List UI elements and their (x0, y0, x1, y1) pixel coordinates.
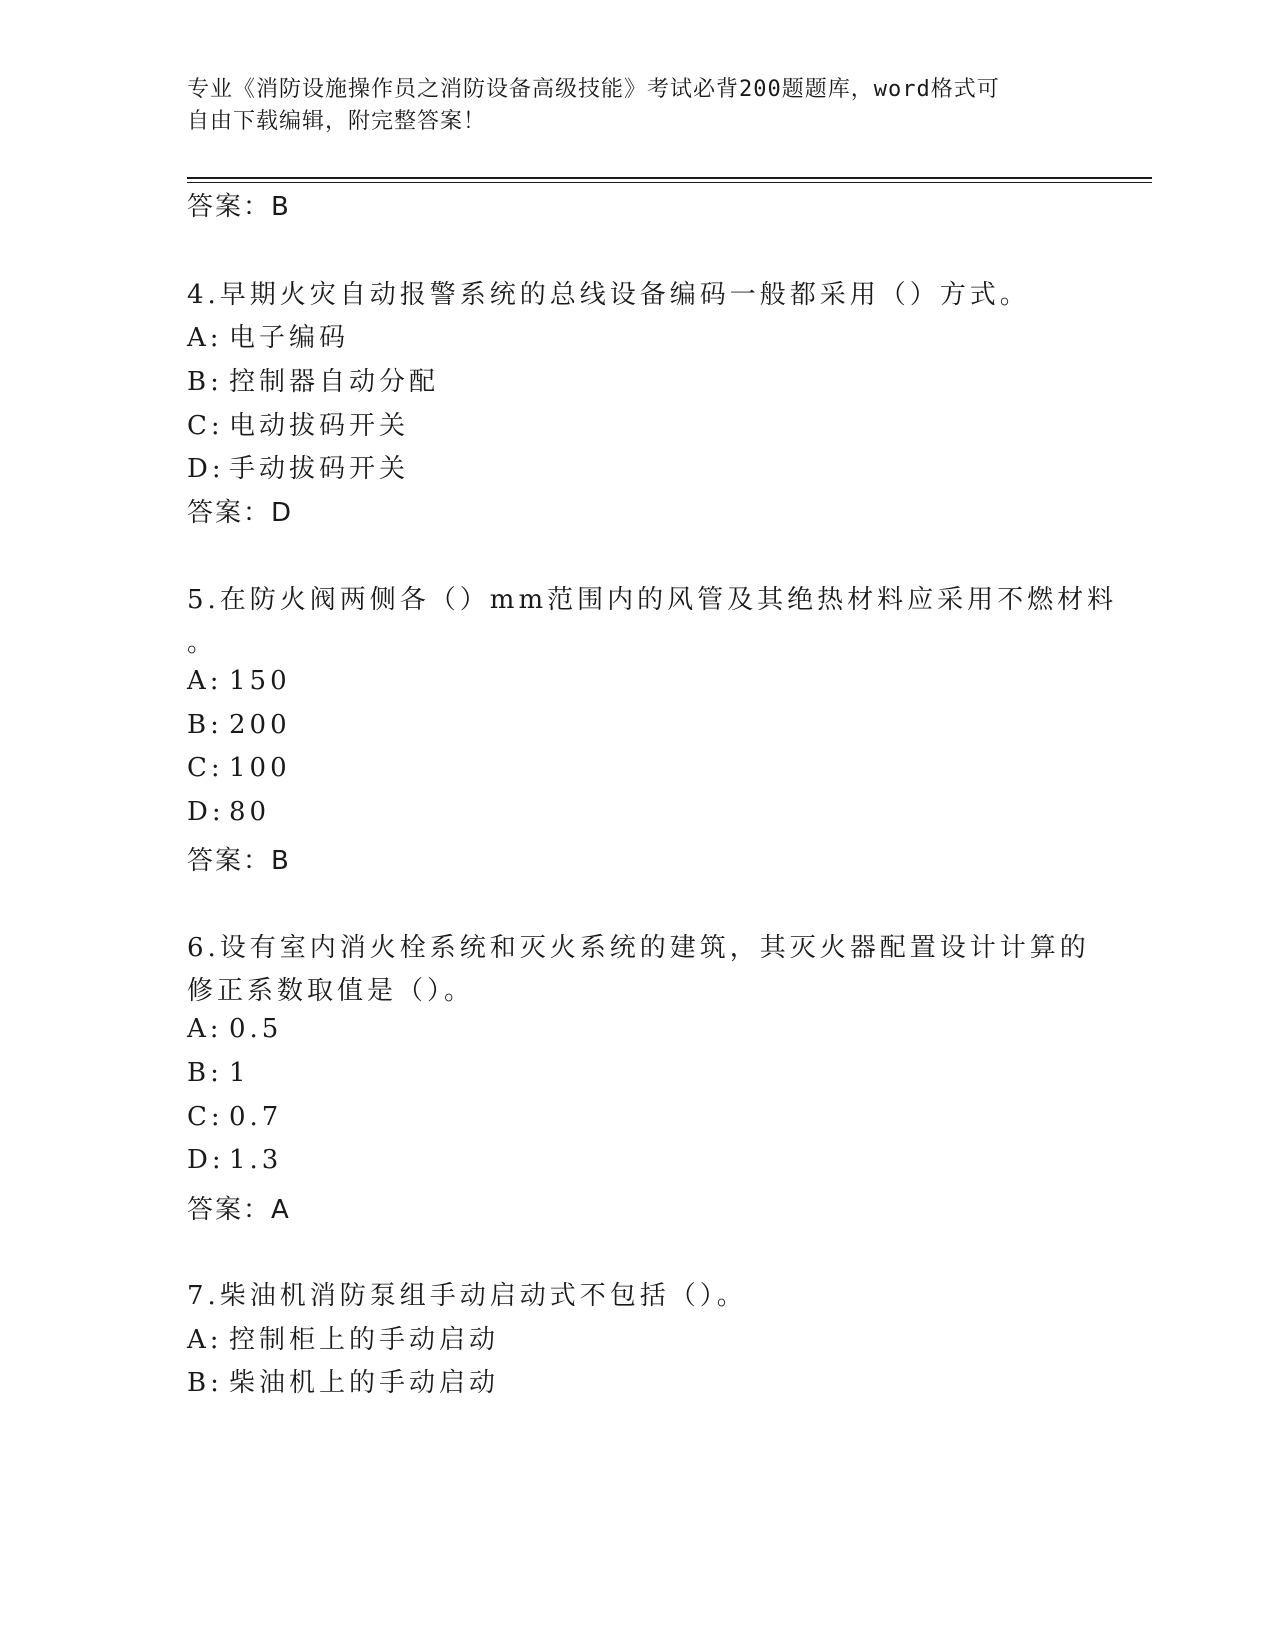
option-text: 100 (229, 753, 291, 783)
option-label: C: (187, 1102, 224, 1132)
option-label: A: (187, 1325, 223, 1355)
q7-option-a (187, 1319, 499, 1356)
option-label: A: (187, 1014, 223, 1044)
option-text: 电子编码 (229, 323, 350, 353)
option-text: 1.3 (229, 1145, 283, 1175)
q4-option-b (187, 361, 439, 398)
option-text: 柴油机上的手动启动 (229, 1368, 500, 1398)
q4-option-d (187, 448, 409, 485)
answer-q3 (187, 186, 291, 223)
option-label: A: (187, 666, 223, 696)
answer-prefix: 答案： (187, 1195, 272, 1225)
q4-option-a (187, 317, 349, 354)
answer-q4 (187, 492, 293, 529)
option-label: C: (187, 411, 224, 441)
q5-option-d (187, 797, 270, 827)
option-label: D: (187, 1145, 225, 1175)
answer-prefix: 答案： (187, 192, 272, 222)
question-5-text: 5.在防火阀两侧各（）mm范围内的风管及其绝热材料应采用不燃材料 (187, 585, 1118, 615)
question-7-text: 7.柴油机消防泵组手动启动式不包括（）。 (187, 1281, 747, 1311)
option-label: B: (187, 1368, 223, 1398)
option-label: B: (187, 367, 223, 397)
answer-q6 (187, 1189, 291, 1226)
q5-option-c (187, 753, 291, 783)
header-rule-thin (187, 182, 1152, 183)
question-6-text-cont: 修正系数取值是（）。 (187, 976, 475, 1006)
answer-q5 (187, 840, 291, 877)
option-text: 150 (229, 666, 291, 696)
q6-option-c (187, 1102, 282, 1132)
question-4-text: 4.早期火灾自动报警系统的总线设备编码一般都采用（）方式。 (187, 280, 1030, 310)
answer-prefix: 答案： (187, 498, 272, 528)
option-text: 80 (229, 797, 271, 827)
header-line-2: 自由下载编辑，附完整答案！ (187, 109, 487, 134)
option-label: D: (187, 454, 225, 484)
answer-value: A (271, 1195, 291, 1225)
option-text: 200 (229, 710, 291, 740)
q5-option-b (187, 710, 291, 740)
q7-option-b (187, 1362, 499, 1399)
header-line-1: 专业《消防设施操作员之消防设备高级技能》考试必背200题题库，word格式可 (187, 77, 1000, 102)
answer-value: B (271, 192, 291, 222)
option-text: 0.5 (229, 1014, 283, 1044)
q6-option-b (187, 1058, 250, 1088)
q5-option-a (187, 666, 291, 696)
q6-option-a (187, 1014, 282, 1044)
q6-option-d (187, 1145, 282, 1175)
option-label: C: (187, 753, 224, 783)
question-5-text-cont: 。 (187, 628, 218, 658)
q4-option-c (187, 405, 409, 442)
question-6-text: 6.设有室内消火栓系统和灭火系统的建筑，其灭火器配置设计计算的 (187, 933, 1090, 963)
option-text: 控制器自动分配 (229, 367, 440, 397)
option-label: B: (187, 1058, 223, 1088)
option-label: B: (187, 710, 223, 740)
header-rule-thick (187, 177, 1152, 179)
option-label: A: (187, 323, 223, 353)
answer-prefix: 答案： (187, 846, 272, 876)
option-text: 电动拔码开关 (229, 411, 410, 441)
answer-value: B (271, 846, 291, 876)
document-header (187, 74, 1067, 138)
answer-value: D (271, 498, 294, 528)
option-text: 控制柜上的手动启动 (229, 1325, 500, 1355)
option-label: D: (187, 797, 225, 827)
option-text: 手动拔码开关 (229, 454, 410, 484)
option-text: 0.7 (229, 1102, 283, 1132)
option-text: 1 (229, 1058, 250, 1088)
